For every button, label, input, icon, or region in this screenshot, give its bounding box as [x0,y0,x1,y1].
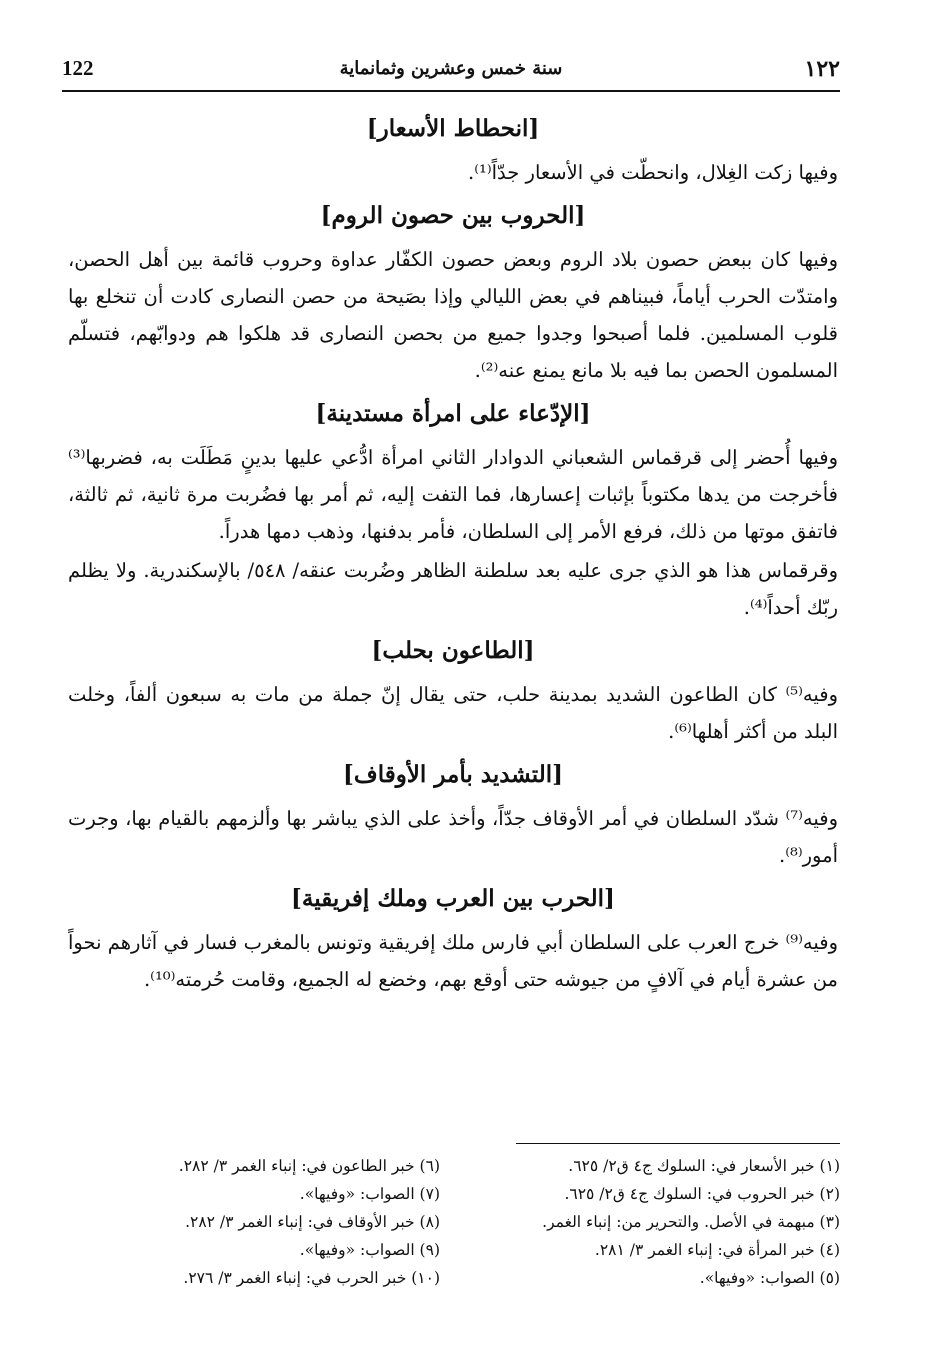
footnote: (٨) خبر الأوقاف في: إنباء الغمر ٣/ ٢٨٢. [185,1213,440,1231]
section-heading: [الإدّعاء على امرأة مستدينة] [315,400,591,427]
paragraph: وفيه⁽⁹⁾ خرج العرب على السلطان أبي فارس ملك إفريقية وتونس بالمغرب فسار في آثارهم نحواً من عشرة أيام في آلافٍ من جيوشه حتى أوقع بهم، وخضع له الجميع، وقامت حُرمته⁽¹⁰⁾. [68,931,838,991]
footnote: (٤) خبر المرأة في: إنباء الغمر ٣/ ٢٨١. [594,1241,840,1259]
footnote: (٥) الصواب: «وفيها». [699,1269,840,1287]
footnotes-right-column [490,1152,840,1292]
section-heading: [الحروب بين حصون الروم] [320,202,586,229]
paragraph: وفيها زكت الغِلال، وانحطّت في الأسعار جدّاً⁽¹⁾. [468,161,838,184]
footnote: (٣) مبهمة في الأصل. والتحرير من: إنباء الغمر. [542,1213,840,1231]
footnote: (٢) خبر الحروب في: السلوك ج٤ ق٢/ ٦٢٥. [564,1185,840,1203]
page-number-arabic: ١٢٢ [804,56,840,82]
footnote: (١) خبر الأسعار في: السلوك ج٤ ق٢/ ٦٢٥. [568,1157,840,1175]
running-title: سنة خمس وعشرين وثمانماية [339,58,563,79]
footnote: (٧) الصواب: «وفيها». [299,1185,440,1203]
page-number-latin: 122 [62,56,94,80]
header-rule [62,90,840,92]
paragraph: وفيه⁽⁷⁾ شدّد السلطان في أمر الأوقاف جدّاً، وأخذ على الذي يباشر بها وألزمهم بالقيام بها، وجرت أمور⁽⁸⁾. [68,807,838,867]
paragraph: وفيها كان ببعض حصون بلاد الروم وبعض حصون الكفّار عداوة وحروب قائمة بين أهل الحصن، وامتدّت الحرب أياماً، فبيناهم في بعض الليالي وإذا بصَيحة من حصن النصارى كادت أن تنخلع بها قلوب المسلمين. فلما أصبحوا وجدوا جميع من بحصن النصارى قد هلكوا هم ودوابّهم، فتسلّم المسلمون الحصن بما فيه بلا مانع يمنع عنه⁽²⁾. [68,248,838,382]
page-header [62,54,840,88]
main-text [68,104,838,998]
section-heading: [انحطاط الأسعار] [366,115,540,142]
paragraph: وفيها أُحضر إلى قرقماس الشعباني الدوادار الثاني امرأة ادُّعي عليها بدينٍ مَطَلَت به، فضربها⁽³⁾ فأخرجت من يدها مكتوباً بإثبات إعسارها، فما التفت إليه، ثم أمر بها فضُربت مرة ثانية، ثم ثالثة، فاتفق موتها من ذلك، فرفع الأمر إلى السلطان، فأمر بدفنها، وذهب دمها هدراً. [68,446,838,543]
footnote: (٩) الصواب: «وفيها». [299,1241,440,1259]
section-heading: [الحرب بين العرب وملك إفريقية] [291,885,615,912]
footnote: (٦) خبر الطاعون في: إنباء الغمر ٣/ ٢٨٢. [178,1157,440,1175]
section-heading: [الطاعون بحلب] [371,637,535,664]
footnotes-left-column [90,1152,440,1292]
paragraph: وفيه⁽⁵⁾ كان الطاعون الشديد بمدينة حلب، حتى يقال إنّ جملة من مات به سبعون ألفاً، وخلت البلد من أكثر أهلها⁽⁶⁾. [68,683,838,743]
section-heading: [التشديد بأمر الأوقاف] [342,761,564,788]
footnote: (١٠) خبر الحرب في: إنباء الغمر ٣/ ٢٧٦. [183,1269,440,1287]
footnote-rule [516,1143,840,1144]
paragraph: وقرقماس هذا هو الذي جرى عليه بعد سلطنة الظاهر وضُربت عنقه/ ٥٤٨/ بالإسكندرية. ولا يظلم ربّك أحداً⁽⁴⁾. [68,559,838,619]
